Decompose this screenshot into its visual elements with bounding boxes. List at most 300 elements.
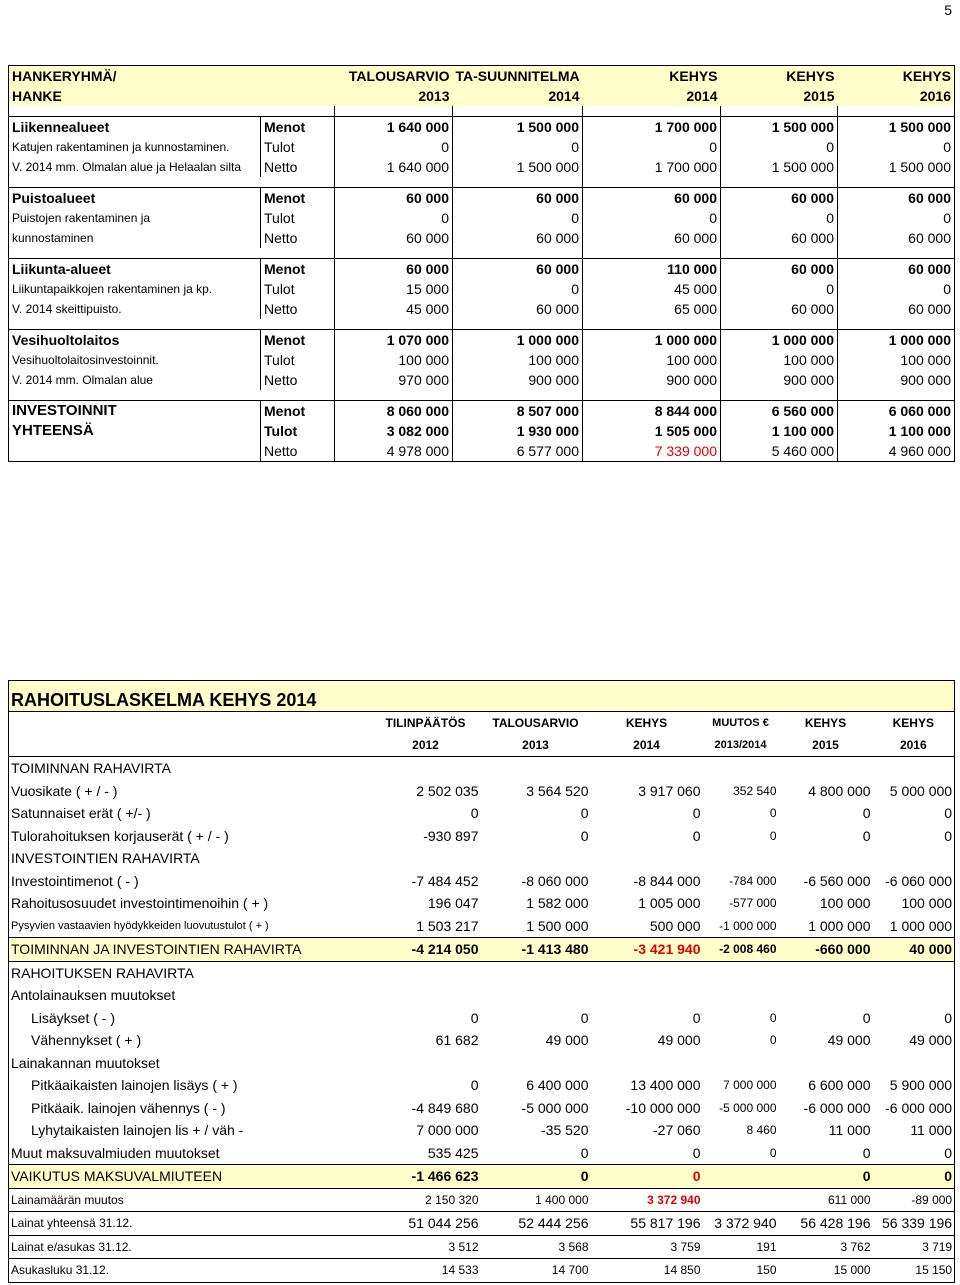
value-cell: -6 560 000 [803,872,871,889]
value-cell: 3 759 [591,1235,703,1259]
value-cell: 3 762 [779,1235,873,1259]
value-cell: 60 000 [583,228,721,248]
row-label: Puistoalueet [9,188,261,209]
value-cell: 49 000 [657,1032,701,1049]
table-row [9,1188,955,1212]
table-row [9,441,955,462]
header-cell: 2014 [583,86,721,106]
row-label: Tulorahoituksen korjauserät ( + / - ) [11,827,229,844]
header-cell: TILINPÄÄTÖS [385,716,466,730]
value-cell: 100 000 [721,350,838,370]
value-cell: -930 897 [423,827,479,844]
row-label: Asukasluku 31.12. [9,1259,371,1283]
value-cell: 11 000 [828,1122,871,1139]
spacer-cell [583,248,721,259]
value-cell: -2 008 460 [703,938,779,962]
value-cell [371,984,481,1007]
row-label: Muut maksuvalmiuden muutokset [11,1144,220,1161]
value-cell: 0 [779,1165,873,1189]
row-label [9,441,261,462]
header-cell: MUUTOS € [712,717,769,729]
row-type: Menot [261,117,335,138]
row-label: Vuosikate ( + / - ) [11,782,118,799]
value-cell: 535 425 [427,1144,479,1161]
spacer-cell [9,106,261,117]
table-row [9,421,955,441]
spacer-cell [261,248,335,259]
value-cell: -784 000 [729,873,777,888]
value-cell: 4 800 000 [808,782,871,799]
value-cell: 1 400 000 [481,1188,591,1212]
value-cell: 0 [862,1144,871,1161]
row-type: Menot [261,259,335,280]
value-cell: -10 000 000 [625,1099,701,1116]
spacer-cell [721,319,838,330]
header-cell: 2014 [591,734,703,757]
value-cell: 60 000 [453,259,583,280]
value-cell: 0 [944,805,953,822]
table-row [9,1052,955,1075]
value-cell: 11 000 [910,1122,953,1139]
value-cell [481,847,591,870]
value-cell: -6 000 000 [885,1099,953,1116]
value-cell: 60 000 [335,188,453,209]
value-cell: 0 [769,806,777,821]
value-cell: 3 917 060 [638,782,701,799]
value-cell: -6 000 000 [803,1099,871,1116]
value-cell: 0 [583,137,721,157]
spacer-cell [261,106,335,117]
value-cell: 0 [692,1144,701,1161]
value-cell [779,757,873,780]
value-cell [371,1052,481,1075]
value-cell: 1 640 000 [335,157,453,177]
value-cell: 3 719 [873,1235,955,1259]
value-cell [591,757,703,780]
value-cell: 8 460 [746,1123,777,1138]
row-label: V. 2014 skeittipuisto. [12,302,122,316]
row-label: Satunnaiset erät ( +/- ) [11,805,151,822]
spacer-cell [335,177,453,188]
table-row [9,188,955,209]
value-cell: 15 000 [335,279,453,299]
row-label: Vähennykset ( + ) [31,1032,142,1049]
value-cell: 1 500 000 [721,157,838,177]
value-cell: -577 000 [729,896,777,911]
value-cell: 6 400 000 [526,1077,589,1094]
value-cell: 0 [769,1010,777,1025]
header-row-1 [9,712,955,735]
value-cell: 100 000 [335,350,453,370]
table-row [9,370,955,390]
value-cell: 0 [721,279,838,299]
spacer-cell [261,390,335,401]
value-cell: 1 930 000 [453,421,583,441]
row-label: INVESTOINNIT [9,401,261,422]
value-cell: -1 466 623 [371,1165,481,1189]
value-cell [703,984,779,1007]
table-row [9,330,955,351]
value-cell: 0 [692,805,701,822]
value-cell: 1 000 000 [838,330,955,351]
value-cell: 0 [470,1077,479,1094]
row-label: Liikunta-alueet [9,259,261,280]
spacer-cell [721,177,838,188]
row-label: TOIMINNAN RAHAVIRTA [9,757,371,780]
investment-table [8,65,955,462]
value-cell: 0 [335,137,453,157]
value-cell [591,961,703,984]
row-type: Tulot [261,279,335,299]
value-cell [591,847,703,870]
value-cell: 0 [862,1009,871,1026]
header-cell: 2014 [453,86,583,106]
value-cell: 56 428 196 [779,1212,873,1236]
table-row [9,802,955,825]
value-cell: 5 900 000 [889,1077,953,1094]
value-cell: 45 000 [335,299,453,319]
spacer-cell [721,248,838,259]
row-type: Netto [261,370,335,390]
table-row [9,1029,955,1052]
value-cell: 5 460 000 [721,441,838,462]
table-row [9,780,955,803]
row-type: Menot [261,330,335,351]
value-cell: 4 978 000 [335,441,453,462]
table-row [9,915,955,938]
value-cell: 60 000 [335,259,453,280]
spacer-cell [453,319,583,330]
value-cell: 1 000 000 [453,330,583,351]
row-label: Liikennealueet [9,117,261,138]
value-cell: 3 564 520 [526,782,589,799]
value-cell [873,847,955,870]
value-cell: -4 849 680 [411,1099,479,1116]
value-cell: 60 000 [453,188,583,209]
table-row [9,1165,955,1189]
row-type: Tulot [261,137,335,157]
value-cell: 0 [481,1165,591,1189]
spacer-cell [838,177,955,188]
spacer-cell [9,177,261,188]
header-cell: KEHYS [838,66,955,87]
value-cell: 970 000 [335,370,453,390]
spacer-cell [453,177,583,188]
spacer-cell [453,390,583,401]
value-cell: 0 [944,1144,953,1161]
value-cell: 60 000 [908,301,951,317]
value-cell: 100 000 [819,895,871,912]
table-row [9,350,955,370]
value-cell: 5 000 000 [889,782,953,799]
value-cell: 6 060 000 [838,401,955,422]
spacer-cell [583,319,721,330]
value-cell: 0 [335,208,453,228]
row-type: Netto [261,157,335,177]
spacer-cell [838,106,955,117]
value-cell: 1 640 000 [335,117,453,138]
value-cell: 56 339 196 [873,1212,955,1236]
value-cell: 1 500 000 [838,117,955,138]
spacer-cell [335,390,453,401]
spacer-cell [9,390,261,401]
value-cell [703,757,779,780]
value-cell: 15 150 [873,1259,955,1283]
row-label: kunnostaminen [12,231,94,245]
value-cell: 6 600 000 [808,1077,871,1094]
value-cell: 611 000 [779,1188,873,1212]
value-cell: 1 000 000 [583,330,721,351]
table-row [9,117,955,138]
value-cell [371,961,481,984]
table-row [9,1259,955,1283]
header-cell-empty [9,712,371,735]
value-cell [779,1052,873,1075]
value-cell: 3 568 [481,1235,591,1259]
value-cell: 55 817 196 [591,1212,703,1236]
value-cell: 0 [943,281,951,297]
value-cell: 60 000 [721,228,838,248]
row-type: Netto [261,441,335,462]
value-cell [371,757,481,780]
row-type: Tulot [261,350,335,370]
table-row [9,299,955,319]
value-cell: 7 000 000 [723,1078,777,1093]
value-cell: 100 000 [453,350,583,370]
value-cell: 1 000 000 [721,330,838,351]
header-cell [261,66,335,87]
spacer-cell [9,319,261,330]
header-cell: 2016 [838,86,955,106]
value-cell: 45 000 [583,279,721,299]
value-cell: -27 060 [653,1122,701,1139]
value-cell: 100 000 [583,350,721,370]
value-cell: 0 [580,1144,589,1161]
value-cell: 0 [453,137,583,157]
value-cell [591,984,703,1007]
value-cell: 14 533 [371,1259,481,1283]
value-cell: 40 000 [873,938,955,962]
row-label: TOIMINNAN JA INVESTOINTIEN RAHAVIRTA [9,938,371,962]
value-cell: 1 582 000 [526,895,589,912]
value-cell: 60 000 [335,228,453,248]
value-cell: 1 700 000 [583,157,721,177]
spacer-cell [335,106,453,117]
spacer-cell [583,390,721,401]
value-cell: 0 [470,805,479,822]
row-label: Investointimenot ( - ) [11,872,139,889]
header-cell: KEHYS [583,66,721,87]
value-cell: 7 000 000 [416,1122,479,1139]
value-cell: 2 502 035 [416,782,479,799]
header-cell: KEHYS [625,716,668,730]
row-type: Tulot [261,421,335,441]
value-cell: 1 700 000 [583,117,721,138]
value-cell: -8 844 000 [633,872,701,889]
table-row [9,1097,955,1120]
value-cell: 0 [769,828,777,843]
value-cell: -35 520 [541,1122,589,1139]
table-row [9,259,955,280]
value-cell: -660 000 [779,938,873,962]
spacer-cell [838,319,955,330]
value-cell [779,961,873,984]
value-cell: 8 844 000 [583,401,721,422]
header-row-2 [9,734,955,757]
value-cell: 0 [580,805,589,822]
value-cell [591,1052,703,1075]
table-row [9,938,955,962]
spacer-cell [261,319,335,330]
table-row [9,208,955,228]
value-cell [481,961,591,984]
spacer-row [9,319,955,330]
value-cell: 0 [862,805,871,822]
value-cell [873,1052,955,1075]
value-cell [703,1165,779,1189]
page-number: 5 [944,2,952,18]
value-cell: 6 577 000 [453,441,583,462]
value-cell: 1 500 000 [721,117,838,138]
value-cell: 60 000 [838,259,955,280]
value-cell: -6 060 000 [885,872,953,889]
value-cell: 196 047 [427,895,479,912]
row-type: Tulot [261,208,335,228]
value-cell: 61 682 [435,1032,479,1049]
value-cell: 13 400 000 [630,1077,701,1094]
value-cell: 191 [703,1235,779,1259]
spacer-cell [583,106,721,117]
value-cell: 3 372 940 [703,1212,779,1236]
header-cell: TALOUSARVIO [492,716,579,730]
row-label: Katujen rakentaminen ja kunnostaminen. [12,140,230,154]
value-cell: 7 339 000 [583,441,721,462]
value-cell: 0 [944,1009,953,1026]
header-cell: 2015 [779,734,873,757]
row-label: Puistojen rakentaminen ja [12,211,151,225]
value-cell: 8 507 000 [453,401,583,422]
spacer-cell [453,248,583,259]
value-cell: 1 503 217 [416,917,479,934]
value-cell: 60 000 [721,259,838,280]
value-cell: 6 560 000 [721,401,838,422]
row-label: Lisäykset ( - ) [31,1009,116,1026]
rahoitus-title: RAHOITUSLASKELMA KEHYS 2014 [9,681,955,712]
value-cell: 0 [580,1009,589,1026]
value-cell: 100 000 [901,895,953,912]
value-cell: 0 [721,137,838,157]
value-cell: 352 540 [733,783,777,798]
row-label: Pitkäaik. lainojen vähennys ( - ) [31,1099,226,1116]
value-cell: 900 000 [721,370,838,390]
value-cell: 2 150 320 [371,1188,481,1212]
value-cell: 49 000 [827,1032,871,1049]
table-row [9,1142,955,1165]
table-row [9,1235,955,1259]
value-cell: -1 413 480 [481,938,591,962]
table-row [9,157,955,177]
value-cell: 0 [692,1009,701,1026]
table-row [9,1007,955,1030]
spacer-row [9,390,955,401]
spacer-cell [261,177,335,188]
value-cell: 0 [769,1145,777,1160]
value-cell [779,984,873,1007]
value-cell: 110 000 [583,259,721,280]
value-cell [779,847,873,870]
table-row [9,892,955,915]
header-cell: TA-SUUNNITELMA [453,66,583,87]
value-cell: -89 000 [873,1188,955,1212]
value-cell: 0 [453,208,583,228]
value-cell: 60 000 [721,188,838,209]
value-cell: 0 [591,1165,703,1189]
value-cell: 0 [580,827,589,844]
value-cell: 0 [721,208,838,228]
value-cell: 900 000 [900,372,951,388]
row-label: Pysyvien vastaavien hyödykkeiden luovutustulot ( + ) [11,919,269,932]
value-cell: 14 700 [481,1259,591,1283]
value-cell: 52 444 256 [481,1212,591,1236]
value-cell: 900 000 [453,370,583,390]
value-cell: 65 000 [583,299,721,319]
table-row [9,1119,955,1142]
table-row [9,137,955,157]
header-cell: TALOUSARVIO [335,66,453,87]
row-label: VAIKUTUS MAKSUVALMIUTEEN [9,1165,371,1189]
value-cell: 0 [583,208,721,228]
row-label: Lyhytaikaisten lainojen lis + / väh - [31,1122,244,1139]
spacer-cell [721,390,838,401]
row-label: Antolainauksen muutokset [11,987,176,1004]
value-cell [703,1052,779,1075]
spacer-cell [453,106,583,117]
header-cell: 2013/2014 [703,734,779,757]
value-cell: 49 000 [545,1032,589,1049]
table-row [9,1074,955,1097]
table-row [9,825,955,848]
row-label: V. 2014 mm. Olmalan alue ja Helaalan silta [12,160,242,174]
header-row-2 [9,86,955,106]
value-cell: -3 421 940 [591,938,703,962]
spacer-cell [838,390,955,401]
rahoituslaskelma-table [8,680,955,1283]
spacer-cell [9,248,261,259]
header-row-1 [9,66,955,87]
header-cell: 2012 [371,734,481,757]
value-cell: 60 000 [583,188,721,209]
spacer-row [9,106,955,117]
table-row [9,870,955,893]
value-cell: 0 [769,1033,777,1048]
value-cell: 3 082 000 [335,421,453,441]
spacer-cell [335,319,453,330]
value-cell: 1 070 000 [335,330,453,351]
spacer-row [9,177,955,188]
value-cell: 1 005 000 [638,895,701,912]
row-label: Lainat yhteensä 31.12. [9,1212,371,1236]
row-label: Lainakannan muutokset [11,1054,160,1071]
header-cell: KEHYS [892,716,934,730]
value-cell: 0 [692,827,701,844]
header-cell [261,86,335,106]
value-cell [873,757,955,780]
value-cell: 49 000 [909,1032,953,1049]
table-row [9,757,955,780]
header-cell: KEHYS [721,66,838,87]
value-cell: 0 [943,210,951,226]
table-row [9,279,955,299]
